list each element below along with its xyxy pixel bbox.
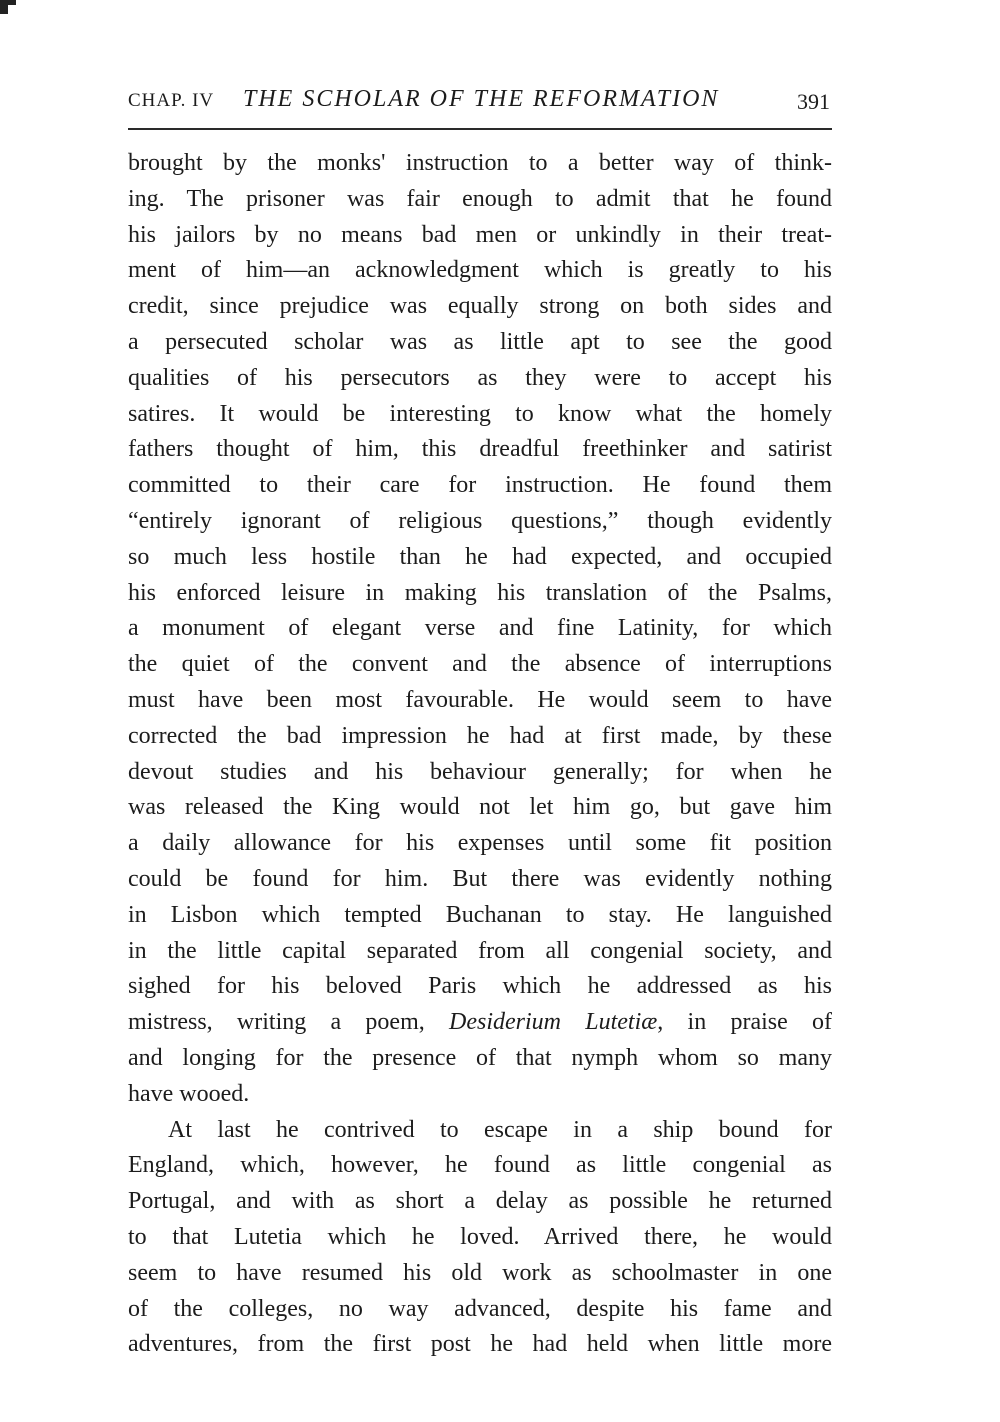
header-rule (128, 128, 832, 130)
text-segment: , in praise of (657, 1009, 833, 1036)
text-line: of the colleges, no way advanced, despite his fame and (128, 1295, 832, 1322)
text-line: a persecuted scholar was as little apt to see the good (128, 328, 832, 355)
scan-corner-mark (0, 0, 8, 14)
page-number: 391 (797, 89, 830, 114)
text-line: sighed for his beloved Paris which he addressed as his (128, 973, 832, 1000)
page-header (128, 84, 832, 128)
text-line: in Lisbon which tempted Buchanan to stay. He languished (128, 901, 832, 928)
text-line: a daily allowance for his expenses until some fit position (128, 830, 832, 857)
text-line: adventures, from the first post he had held when little more (128, 1331, 832, 1358)
text-line: his jailors by no means bad men or unkindly in their treat- (128, 221, 832, 248)
text-line: qualities of his persecutors as they were to accept his (128, 364, 832, 391)
text-line: so much less hostile than he had expected, and occupied (128, 543, 832, 570)
text-line: must have been most favourable. He would seem to have (128, 686, 832, 713)
text-line: corrected the bad impression he had at first made, by these (128, 722, 832, 749)
text-line: his enforced leisure in making his translation of the Psalms, (128, 579, 832, 606)
body-text (128, 146, 832, 1363)
paragraph (128, 1113, 832, 1364)
text-line: the quiet of the convent and the absence of interruptions (128, 651, 832, 678)
text-line: fathers thought of him, this dreadful freethinker and satirist (128, 436, 832, 463)
text-line: brought by the monks' instruction to a better way of think- (128, 150, 832, 176)
text-line: satires. It would be interesting to know what the homely (128, 400, 832, 427)
text-line: and longing for the presence of that nymph whom so many (128, 1044, 832, 1071)
text-line: to that Lutetia which he loved. Arrived there, he would (128, 1223, 832, 1250)
text-line: credit, since prejudice was equally strong on both sides and (128, 293, 832, 320)
text-line: ing. The prisoner was fair enough to admit that he found (128, 185, 832, 212)
text-line: At last he contrived to escape in a ship bound for (168, 1116, 832, 1143)
text-line: seem to have resumed his old work as schoolmaster in one (128, 1259, 832, 1286)
text-line: ment of him—an acknowledgment which is greatly to his (128, 257, 832, 284)
text-line: committed to their care for instruction. He found them (128, 472, 832, 499)
text-line (128, 1005, 832, 1041)
text-line: was released the King would not let him go, but gave him (128, 794, 832, 821)
text-line: devout studies and his behaviour generally; for when he (128, 758, 832, 785)
poem-title: Desiderium Lutetiæ (449, 1009, 658, 1036)
chapter-label: CHAP. IV (128, 90, 215, 111)
text-line: could be found for him. But there was evidently nothing (128, 865, 832, 892)
text-line: in the little capital separated from all congenial society, and (128, 937, 832, 964)
text-segment: mistress, writing a poem, (128, 1009, 449, 1036)
text-line: England, which, however, he found as little congenial as (128, 1152, 832, 1179)
running-title: THE SCHOLAR OF THE REFORMATION (243, 86, 720, 112)
paragraph (128, 146, 832, 1113)
text-line: a monument of elegant verse and fine Latinity, for which (128, 615, 832, 642)
text-line: have wooed. (128, 1080, 250, 1107)
text-line: Portugal, and with as short a delay as possible he returned (128, 1188, 832, 1215)
text-line: “entirely ignorant of religious questions,” though evidently (128, 507, 832, 534)
